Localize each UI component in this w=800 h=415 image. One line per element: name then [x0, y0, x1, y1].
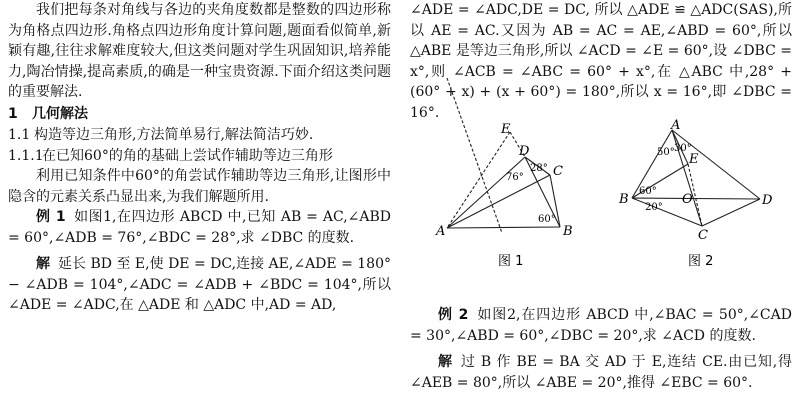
fig2-point-c: C	[698, 228, 708, 243]
subsubsection-number: 1.1.1	[8, 147, 44, 164]
fig2-point-a: A	[671, 118, 681, 133]
fig2-segment-cd	[702, 199, 760, 226]
figure-1-caption: 图 1	[498, 254, 524, 269]
example-2	[410, 305, 792, 346]
example-1-lead: 例 1	[36, 209, 66, 225]
solution-1	[8, 254, 391, 316]
example-1	[8, 207, 391, 248]
example-1-text: 如图1,在四边形 ABCD 中,已知 AB = AC,∠ABD = 60°,∠ADB = 76°,∠BDC = 28°,求 ∠DBC 的度数.	[8, 209, 391, 246]
fig1-point-e: E	[501, 122, 511, 137]
solution-2-lead: 解	[438, 354, 453, 370]
fig1-point-b: B	[563, 224, 573, 239]
subsubsection-title: 在已知60°的角的基础上尝试作辅助等边三角形	[42, 147, 333, 164]
figures-row	[410, 118, 792, 305]
right-column	[410, 0, 792, 393]
example-2-lead: 例 2	[438, 307, 469, 323]
fig1-segment-ae	[447, 132, 510, 228]
solution-1-lead: 解	[36, 256, 51, 272]
solution-2-text: 过 B 作 BE = BA 交 AD 于 E,连结 CE.由已知,得 ∠AEB = 80°,所以 ∠ABE = 20°,推得 ∠EBC = 60°.	[410, 354, 793, 391]
example-2-text: 如图2,在四边形 ABCD 中,∠BAC = 50°,∠CAD = 30°,∠ABD = 60°,∠DBC = 20°,求 ∠ACD 的度数.	[410, 307, 792, 344]
method-paragraph: 利用已知条件中60°的角尝试作辅助等边三角形,让图形中隐含的元素关系凸显出来,为我们解题所用.	[8, 168, 391, 205]
fig1-point-c: C	[553, 164, 563, 179]
figures-svg	[410, 118, 792, 305]
fig2-segment-ad	[672, 130, 760, 199]
section-title: 几何解法	[32, 105, 88, 122]
fig1-point-a: A	[436, 224, 446, 239]
fig2-angle-abd: 60°	[639, 186, 657, 197]
section-heading	[8, 104, 391, 125]
fig2-point-o: O	[682, 192, 693, 207]
subsection-title: 构造等边三角形,方法简单易行,解法简洁巧妙.	[34, 127, 314, 143]
fig2-angle-bac: 50°	[657, 147, 675, 158]
fig1-angle-adb: 76°	[506, 172, 524, 183]
fig1-segment-ab	[447, 227, 560, 228]
fig1-segment-ac	[447, 175, 550, 228]
fig2-angle-cad: 30°	[674, 143, 692, 154]
intro-paragraph: 我们把每条对角线与各边的夹角度数都是整数的四边形称为角格点四边形.角格点四边形角度计算问题,题面看似简单,新颖有趣,往往求解难度较大,但这类问题对学生巩固知识,培养能力,陶冶情操,提高素质,的确是一种宝贵资源.下面介绍这类问题的重要解法.	[8, 2, 391, 100]
fig2-point-e: E	[689, 152, 699, 167]
fig1-point-d: D	[519, 144, 530, 159]
solution-1-continued: ∠ADE = ∠ADC,DE = DC, 所以 △ADE ≌ △ADC(SAS),所以 AE = AC.又因为 AB = AC = AE,∠ABD = 60°,所以 △ABE 是等边三角形,所以 ∠ACD = ∠E = 60°,设 ∠DBC = x°,则 ∠ACB = ∠ABC = 60° + x°,在 △ABC 中,28° + (60° + x) + (x + 60°) = 180°,所以 x = 16°,即 ∠DBC = 16°.	[410, 2, 792, 121]
subsection-heading	[8, 125, 391, 146]
subsection-number: 1.1	[8, 127, 31, 143]
figure-2-caption: 图 2	[688, 254, 714, 269]
fig2-angle-dbc: 20°	[645, 202, 663, 213]
solution-2	[410, 352, 792, 393]
solution-1-text: 延长 BD 至 E,使 DE = DC,连接 AE,∠ADE = 180° − ∠ADB = 104°,∠ADC = ∠ADB + ∠BDC = 104°,所以 ∠ADE = ∠ADC,在 △ADE 和 △ADC 中,AD = AD,	[8, 256, 391, 313]
fig1-angle-bdc: 28°	[530, 163, 548, 174]
section-number: 1	[8, 105, 18, 122]
fig2-point-d: D	[762, 193, 773, 208]
fig2-point-b: B	[619, 192, 629, 207]
left-column	[8, 0, 391, 316]
fig1-angle-abd: 60°	[538, 214, 556, 225]
subsubsection-heading	[8, 146, 391, 167]
